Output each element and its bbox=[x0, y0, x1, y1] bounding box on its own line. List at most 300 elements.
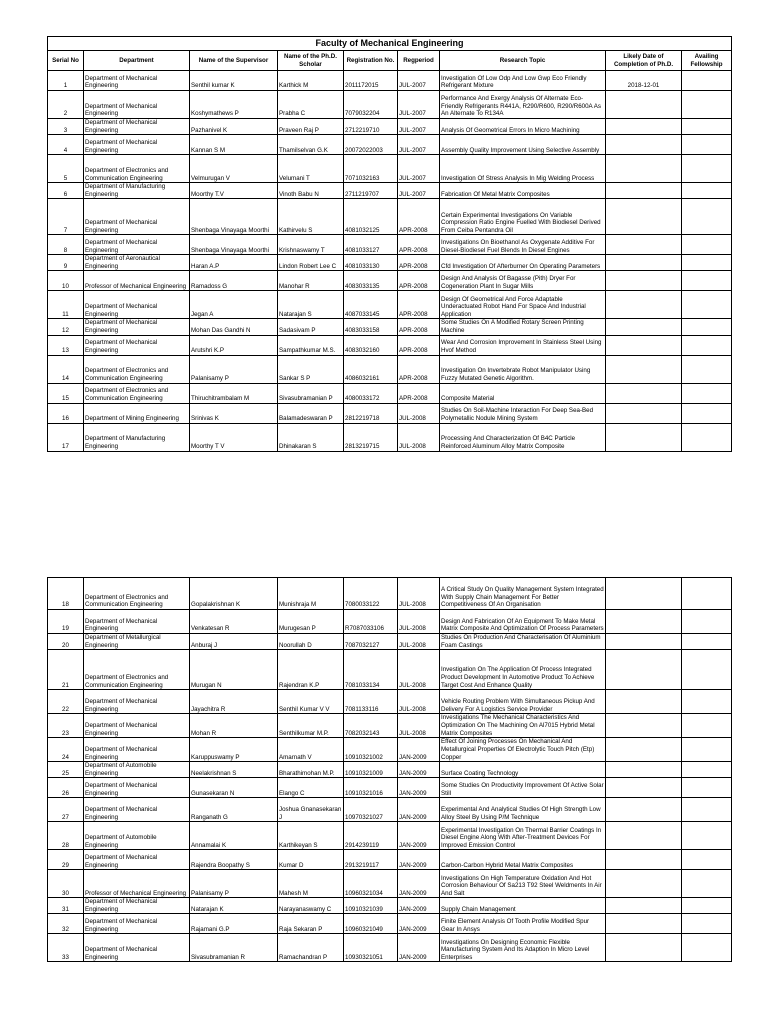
cell-serial: 10 bbox=[48, 271, 84, 291]
cell-serial: 2 bbox=[48, 91, 84, 119]
table-row bbox=[48, 355, 732, 383]
cell-supervisor: Natarajan K bbox=[190, 898, 278, 914]
cell-department: Professor of Mechanical Engineering bbox=[84, 271, 190, 291]
cell-serial: 1 bbox=[48, 71, 84, 91]
cell-fellowship bbox=[682, 690, 732, 714]
table-row bbox=[48, 271, 732, 291]
cell-regno: 10970321027 bbox=[344, 798, 398, 822]
cell-regno: 2711219707 bbox=[344, 183, 398, 199]
table-row bbox=[48, 822, 732, 850]
cell-fellowship bbox=[682, 135, 732, 155]
cell-regperiod: JUL-2007 bbox=[398, 183, 440, 199]
cell-regno: 10910321039 bbox=[344, 898, 398, 914]
cell-regno: 4087033145 bbox=[344, 291, 398, 319]
cell-regperiod: JUL-2007 bbox=[398, 135, 440, 155]
cell-regno: 10910321009 bbox=[344, 762, 398, 778]
cell-department: Department of Manufacturing Engineering bbox=[84, 183, 190, 199]
cell-regno: 7071032163 bbox=[344, 155, 398, 183]
cell-topic: Design And Analysis Of Bagasse (Pith) Dryer For Cogeneration Plant In Sugar Mills bbox=[440, 271, 606, 291]
cell-fellowship bbox=[682, 778, 732, 798]
cell-supervisor: Annamalai K bbox=[190, 822, 278, 850]
cell-supervisor: Sivasubramanian R bbox=[190, 934, 278, 962]
cell-completion bbox=[606, 403, 682, 423]
table-row bbox=[48, 135, 732, 155]
cell-regno: 7081033134 bbox=[344, 650, 398, 690]
cell-regperiod: APR-2008 bbox=[398, 355, 440, 383]
cell-serial: 27 bbox=[48, 798, 84, 822]
cell-fellowship bbox=[682, 235, 732, 255]
cell-serial: 14 bbox=[48, 355, 84, 383]
table-row bbox=[48, 403, 732, 423]
cell-regperiod: APR-2008 bbox=[398, 383, 440, 403]
cell-regno: 10910321016 bbox=[344, 778, 398, 798]
cell-fellowship bbox=[682, 934, 732, 962]
cell-completion bbox=[606, 610, 682, 634]
cell-regno: 7082032143 bbox=[344, 714, 398, 738]
cell-scholar: Munishraja M bbox=[278, 578, 344, 610]
cell-department: Department of Metallurgical Engineering bbox=[84, 634, 190, 650]
cell-department: Department of Automobile Engineering bbox=[84, 822, 190, 850]
cell-fellowship bbox=[682, 383, 732, 403]
cell-regperiod: APR-2008 bbox=[398, 235, 440, 255]
cell-scholar: Elango C bbox=[278, 778, 344, 798]
cell-topic: Investigation Of Stress Analysis In Mig Welding Process bbox=[440, 155, 606, 183]
table-row bbox=[48, 91, 732, 119]
cell-topic: Investigations On Bioethanol As Oxygenate Additive For Diesel-Biodiesel Fuel Blends In Diesel Engines bbox=[440, 235, 606, 255]
cell-completion bbox=[606, 319, 682, 335]
cell-department: Department of Mining Engineering bbox=[84, 403, 190, 423]
cell-department: Department of Mechanical Engineering bbox=[84, 934, 190, 962]
cell-completion bbox=[606, 634, 682, 650]
table-row bbox=[48, 850, 732, 870]
cell-supervisor: Rajendra Boopathy S bbox=[190, 850, 278, 870]
cell-topic: A Critical Study On Quality Management System Integrated With Supply Chain Management For Better Competitiveness Of An Organisation bbox=[440, 578, 606, 610]
cell-regperiod: JUL-2007 bbox=[398, 71, 440, 91]
cell-department: Department of Electronics and Communication Engineering bbox=[84, 578, 190, 610]
cell-supervisor: Senthil kumar K bbox=[190, 71, 278, 91]
cell-serial: 15 bbox=[48, 383, 84, 403]
cell-supervisor: Gopalakrishnan K bbox=[190, 578, 278, 610]
cell-regno: 2913219117 bbox=[344, 850, 398, 870]
cell-completion bbox=[606, 135, 682, 155]
table-row bbox=[48, 319, 732, 335]
header-regperiod: Regperiod bbox=[398, 51, 440, 71]
cell-topic: Investigation On Invertebrate Robot Manipulator Using Fuzzy Mutated Genetic Algorithm. bbox=[440, 355, 606, 383]
cell-scholar: Amarnath V bbox=[278, 738, 344, 762]
cell-regperiod: JAN-2009 bbox=[398, 914, 440, 934]
cell-serial: 30 bbox=[48, 870, 84, 898]
cell-department: Department of Automobile Engineering bbox=[84, 762, 190, 778]
cell-department: Department of Mechanical Engineering bbox=[84, 135, 190, 155]
cell-completion bbox=[606, 255, 682, 271]
cell-regperiod: JAN-2009 bbox=[398, 934, 440, 962]
cell-scholar: Kumar D bbox=[278, 850, 344, 870]
cell-serial: 28 bbox=[48, 822, 84, 850]
cell-completion bbox=[606, 183, 682, 199]
cell-regno: 4083033158 bbox=[344, 319, 398, 335]
cell-scholar: Joshua Gnanasekaran J bbox=[278, 798, 344, 822]
cell-topic: Investigations The Mechanical Characteristics And Optimization On The Machining On Al7015 Hybrid Metal Matrix Composites bbox=[440, 714, 606, 738]
table-row bbox=[48, 778, 732, 798]
cell-completion bbox=[606, 798, 682, 822]
cell-regno: 10930321051 bbox=[344, 934, 398, 962]
table-body-1 bbox=[48, 71, 732, 452]
cell-department: Department of Electronics and Communication Engineering bbox=[84, 355, 190, 383]
cell-scholar: Natarajan S bbox=[278, 291, 344, 319]
cell-serial: 3 bbox=[48, 119, 84, 135]
cell-regperiod: JUL-2008 bbox=[398, 610, 440, 634]
cell-regperiod: JAN-2009 bbox=[398, 798, 440, 822]
table-row bbox=[48, 255, 732, 271]
header-serial: Serial No bbox=[48, 51, 84, 71]
table-row bbox=[48, 798, 732, 822]
cell-regno: 4081033130 bbox=[344, 255, 398, 271]
cell-supervisor: Srinivas K bbox=[190, 403, 278, 423]
cell-supervisor: Kannan S M bbox=[190, 135, 278, 155]
table-row bbox=[48, 199, 732, 235]
table-row bbox=[48, 610, 732, 634]
cell-topic: Investigations On High Temperature Oxidation And Hot Corrosion Behaviour Of Sa213 T92 Steel Weldments In Air And Salt bbox=[440, 870, 606, 898]
cell-fellowship bbox=[682, 850, 732, 870]
table-row bbox=[48, 738, 732, 762]
table-row bbox=[48, 235, 732, 255]
cell-fellowship bbox=[682, 271, 732, 291]
cell-department: Department of Mechanical Engineering bbox=[84, 610, 190, 634]
cell-topic: Performance And Exergy Analysis Of Alternate Eco-Friendly Refrigerants R441A, R290/R600, R290/R600A As An Alternate To R134A bbox=[440, 91, 606, 119]
cell-scholar: Sivasubramanian P bbox=[278, 383, 344, 403]
cell-supervisor: Shenbaga Vinayaga Moorthi bbox=[190, 235, 278, 255]
cell-topic: Investigations On Designing Economic Flexible Manufacturing System And Its Adaption In Micro Level Enterprises bbox=[440, 934, 606, 962]
cell-fellowship bbox=[682, 423, 732, 451]
cell-completion bbox=[606, 271, 682, 291]
cell-completion bbox=[606, 650, 682, 690]
cell-regperiod: APR-2008 bbox=[398, 319, 440, 335]
cell-fellowship bbox=[682, 183, 732, 199]
cell-regperiod: APR-2008 bbox=[398, 335, 440, 355]
cell-department: Department of Mechanical Engineering bbox=[84, 738, 190, 762]
cell-regno: 7081133116 bbox=[344, 690, 398, 714]
cell-department: Department of Mechanical Engineering bbox=[84, 850, 190, 870]
header-regno: Registration No. bbox=[344, 51, 398, 71]
cell-supervisor: Venkatesan R bbox=[190, 610, 278, 634]
cell-completion bbox=[606, 690, 682, 714]
cell-supervisor: Velmurugan V bbox=[190, 155, 278, 183]
cell-fellowship bbox=[682, 798, 732, 822]
table-row bbox=[48, 155, 732, 183]
table-row bbox=[48, 578, 732, 610]
cell-topic: Design Of Geometrical And Force Adaptable Underactuated Robot Hand For Space And Industrial Application bbox=[440, 291, 606, 319]
cell-supervisor: Moorthy T.V bbox=[190, 183, 278, 199]
table-row bbox=[48, 690, 732, 714]
table-row bbox=[48, 714, 732, 738]
cell-regperiod: JUL-2007 bbox=[398, 119, 440, 135]
cell-serial: 12 bbox=[48, 319, 84, 335]
cell-department: Department of Mechanical Engineering bbox=[84, 199, 190, 235]
cell-regno: 2813219715 bbox=[344, 423, 398, 451]
cell-scholar: Vinoth Babu N bbox=[278, 183, 344, 199]
cell-topic: Studies On Soil-Machine Interaction For Deep Sea-Bed Polymetallic Nodule Mining System bbox=[440, 403, 606, 423]
table-body-2 bbox=[48, 578, 732, 962]
scholars-table-part-2 bbox=[47, 577, 732, 962]
cell-department: Department of Aeronautical Engineering bbox=[84, 255, 190, 271]
cell-scholar: Thamilselvan G.K bbox=[278, 135, 344, 155]
table-title: Faculty of Mechanical Engineering bbox=[48, 37, 732, 51]
cell-completion bbox=[606, 738, 682, 762]
cell-regno: 4086032161 bbox=[344, 355, 398, 383]
table-row bbox=[48, 423, 732, 451]
cell-scholar: Raja Sekaran P bbox=[278, 914, 344, 934]
cell-fellowship bbox=[682, 870, 732, 898]
table-row bbox=[48, 898, 732, 914]
table-row bbox=[48, 634, 732, 650]
cell-completion bbox=[606, 291, 682, 319]
cell-completion bbox=[606, 119, 682, 135]
cell-serial: 31 bbox=[48, 898, 84, 914]
cell-fellowship bbox=[682, 898, 732, 914]
cell-regperiod: APR-2008 bbox=[398, 291, 440, 319]
cell-supervisor: Jayachitra R bbox=[190, 690, 278, 714]
cell-fellowship bbox=[682, 403, 732, 423]
cell-regperiod: APR-2008 bbox=[398, 199, 440, 235]
cell-serial: 7 bbox=[48, 199, 84, 235]
cell-completion bbox=[606, 355, 682, 383]
cell-serial: 29 bbox=[48, 850, 84, 870]
cell-supervisor: Thiruchitrambalam M bbox=[190, 383, 278, 403]
cell-topic: Investigation On The Application Of Process Integrated Product Development In Automotive Product To Achieve Target Cost And Enhance Quality bbox=[440, 650, 606, 690]
cell-regno: R7087033106 bbox=[344, 610, 398, 634]
cell-serial: 24 bbox=[48, 738, 84, 762]
cell-supervisor: Palanisamy P bbox=[190, 355, 278, 383]
cell-serial: 17 bbox=[48, 423, 84, 451]
cell-serial: 11 bbox=[48, 291, 84, 319]
cell-regperiod: JUL-2007 bbox=[398, 91, 440, 119]
cell-scholar: Murugesan P bbox=[278, 610, 344, 634]
cell-department: Department of Mechanical Engineering bbox=[84, 898, 190, 914]
cell-topic: Investigation Of Low Odp And Low Gwp Eco Friendly Refrigerant Mixture bbox=[440, 71, 606, 91]
cell-scholar: Karthick M bbox=[278, 71, 344, 91]
cell-scholar: Dhinakaran S bbox=[278, 423, 344, 451]
cell-regno: 20072022003 bbox=[344, 135, 398, 155]
cell-regperiod: JUL-2008 bbox=[398, 634, 440, 650]
cell-regno: 4083033135 bbox=[344, 271, 398, 291]
cell-scholar: Senthil Kumar V V bbox=[278, 690, 344, 714]
cell-supervisor: Palanisamy P bbox=[190, 870, 278, 898]
header-supervisor: Name of the Supervisor bbox=[190, 51, 278, 71]
cell-supervisor: Jegan A bbox=[190, 291, 278, 319]
table-row bbox=[48, 914, 732, 934]
cell-completion bbox=[606, 778, 682, 798]
cell-topic: Analysis Of Geometrical Errors In Micro Machining bbox=[440, 119, 606, 135]
cell-completion bbox=[606, 714, 682, 738]
cell-topic: Surface Coating Technology bbox=[440, 762, 606, 778]
cell-serial: 26 bbox=[48, 778, 84, 798]
cell-topic: Experimental And Analytical Studies Of High Strength Low Alloy Steel By Using P/M Technique bbox=[440, 798, 606, 822]
cell-supervisor: Moorthy T V bbox=[190, 423, 278, 451]
cell-fellowship bbox=[682, 119, 732, 135]
cell-completion bbox=[606, 578, 682, 610]
cell-regno: 10960321034 bbox=[344, 870, 398, 898]
cell-fellowship bbox=[682, 355, 732, 383]
cell-regno: 4081033127 bbox=[344, 235, 398, 255]
cell-topic: Carbon-Carbon Hybrid Metal Matrix Composites bbox=[440, 850, 606, 870]
cell-fellowship bbox=[682, 71, 732, 91]
cell-fellowship bbox=[682, 634, 732, 650]
cell-completion bbox=[606, 850, 682, 870]
cell-serial: 13 bbox=[48, 335, 84, 355]
scholars-table-part-1 bbox=[47, 36, 732, 452]
cell-regperiod: JUL-2008 bbox=[398, 423, 440, 451]
cell-department: Department of Mechanical Engineering bbox=[84, 235, 190, 255]
cell-topic: Vehicle Routing Problem With Simultaneous Pickup And Delivery For A Logistics Service Provider bbox=[440, 690, 606, 714]
cell-regperiod: JUL-2008 bbox=[398, 714, 440, 738]
cell-regno: 4080033172 bbox=[344, 383, 398, 403]
cell-regno: 2712219710 bbox=[344, 119, 398, 135]
cell-regno: 2812219718 bbox=[344, 403, 398, 423]
cell-regperiod: JAN-2009 bbox=[398, 850, 440, 870]
cell-supervisor: Karuppuswamy P bbox=[190, 738, 278, 762]
cell-topic: Wear And Corrosion Improvement In Stainless Steel Using Hvof Method bbox=[440, 335, 606, 355]
table-row bbox=[48, 870, 732, 898]
cell-department: Department of Mechanical Engineering bbox=[84, 335, 190, 355]
cell-department: Department of Mechanical Engineering bbox=[84, 714, 190, 738]
cell-completion bbox=[606, 423, 682, 451]
cell-completion bbox=[606, 870, 682, 898]
cell-regperiod: JUL-2008 bbox=[398, 650, 440, 690]
cell-serial: 33 bbox=[48, 934, 84, 962]
table-row bbox=[48, 183, 732, 199]
cell-topic: Design And Fabrication Of An Equipment To Make Metal Matrix Composite And Optimization Of Process Parameters bbox=[440, 610, 606, 634]
cell-serial: 21 bbox=[48, 650, 84, 690]
table-row bbox=[48, 291, 732, 319]
cell-scholar: Rajendran K.P bbox=[278, 650, 344, 690]
cell-regno: 4081032125 bbox=[344, 199, 398, 235]
cell-serial: 19 bbox=[48, 610, 84, 634]
cell-fellowship bbox=[682, 610, 732, 634]
cell-department: Department of Mechanical Engineering bbox=[84, 798, 190, 822]
cell-serial: 9 bbox=[48, 255, 84, 271]
cell-completion bbox=[606, 335, 682, 355]
cell-regperiod: JUL-2008 bbox=[398, 578, 440, 610]
cell-department: Department of Mechanical Engineering bbox=[84, 291, 190, 319]
cell-supervisor: Mohan Das Gandhi N bbox=[190, 319, 278, 335]
header-completion: Likely Date of Completion of Ph.D. bbox=[606, 51, 682, 71]
cell-topic: Fabrication Of Metal Matrix Composites bbox=[440, 183, 606, 199]
cell-scholar: Kathirvelu S bbox=[278, 199, 344, 235]
cell-serial: 23 bbox=[48, 714, 84, 738]
cell-regno: 7080033122 bbox=[344, 578, 398, 610]
cell-fellowship bbox=[682, 335, 732, 355]
cell-scholar: Manohar R bbox=[278, 271, 344, 291]
cell-completion: 2018-12-01 bbox=[606, 71, 682, 91]
cell-fellowship bbox=[682, 914, 732, 934]
cell-supervisor: Rajamani G.P bbox=[190, 914, 278, 934]
cell-fellowship bbox=[682, 291, 732, 319]
cell-serial: 25 bbox=[48, 762, 84, 778]
table-row bbox=[48, 650, 732, 690]
cell-completion bbox=[606, 914, 682, 934]
cell-department: Department of Mechanical Engineering bbox=[84, 319, 190, 335]
cell-completion bbox=[606, 91, 682, 119]
cell-department: Department of Electronics and Communication Engineering bbox=[84, 155, 190, 183]
table-row bbox=[48, 119, 732, 135]
cell-topic: Processing And Characterization Of B4C Particle Reinforced Aluminum Alloy Matrix Composite bbox=[440, 423, 606, 451]
cell-fellowship bbox=[682, 714, 732, 738]
cell-serial: 20 bbox=[48, 634, 84, 650]
cell-regperiod: JUL-2007 bbox=[398, 155, 440, 183]
cell-completion bbox=[606, 822, 682, 850]
cell-completion bbox=[606, 383, 682, 403]
cell-supervisor: Murugan N bbox=[190, 650, 278, 690]
header-scholar: Name of the Ph.D. Scholar bbox=[278, 51, 344, 71]
cell-serial: 32 bbox=[48, 914, 84, 934]
cell-fellowship bbox=[682, 199, 732, 235]
cell-serial: 22 bbox=[48, 690, 84, 714]
cell-regperiod: JUL-2008 bbox=[398, 690, 440, 714]
cell-topic: Composite Material bbox=[440, 383, 606, 403]
cell-regno: 10910321002 bbox=[344, 738, 398, 762]
header-department: Department bbox=[84, 51, 190, 71]
cell-supervisor: Pazhanivel K bbox=[190, 119, 278, 135]
cell-completion bbox=[606, 898, 682, 914]
cell-scholar: Sampathkumar M.S. bbox=[278, 335, 344, 355]
cell-regperiod: APR-2008 bbox=[398, 271, 440, 291]
cell-regperiod: APR-2008 bbox=[398, 255, 440, 271]
cell-scholar: Balamadeswaran P bbox=[278, 403, 344, 423]
cell-supervisor: Mohan R bbox=[190, 714, 278, 738]
table-row bbox=[48, 383, 732, 403]
cell-department: Department of Mechanical Engineering bbox=[84, 778, 190, 798]
cell-scholar: Sankar S P bbox=[278, 355, 344, 383]
cell-scholar: Ramachandran P bbox=[278, 934, 344, 962]
cell-fellowship bbox=[682, 738, 732, 762]
cell-serial: 16 bbox=[48, 403, 84, 423]
cell-department: Department of Manufacturing Engineering bbox=[84, 423, 190, 451]
cell-topic: Cfd Investigation Of Afterburner On Operating Parameters bbox=[440, 255, 606, 271]
cell-serial: 5 bbox=[48, 155, 84, 183]
cell-completion bbox=[606, 155, 682, 183]
cell-completion bbox=[606, 235, 682, 255]
cell-supervisor: Ranganath G bbox=[190, 798, 278, 822]
cell-supervisor: Neelakrishnan S bbox=[190, 762, 278, 778]
cell-department: Professor of Mechanical Engineering bbox=[84, 870, 190, 898]
cell-topic: Experimental Investigation On Thermal Barrier Coatings In Diesel Engine Along With After-Treatment Devices For Improved Emission Control bbox=[440, 822, 606, 850]
header-fellowship: Availing Fellowship bbox=[682, 51, 732, 71]
cell-scholar: Noorullah D bbox=[278, 634, 344, 650]
cell-supervisor: Gunasekaran N bbox=[190, 778, 278, 798]
cell-serial: 6 bbox=[48, 183, 84, 199]
cell-serial: 18 bbox=[48, 578, 84, 610]
cell-scholar: Mahesh M bbox=[278, 870, 344, 898]
cell-topic: Some Studies On Productivity Improvement Of Active Solar Still bbox=[440, 778, 606, 798]
cell-regperiod: JAN-2009 bbox=[398, 738, 440, 762]
cell-serial: 4 bbox=[48, 135, 84, 155]
cell-supervisor: Arutshri K.P bbox=[190, 335, 278, 355]
cell-regperiod: JAN-2009 bbox=[398, 898, 440, 914]
cell-supervisor: Ramadoss G bbox=[190, 271, 278, 291]
cell-scholar: Karthikeyan S bbox=[278, 822, 344, 850]
cell-regperiod: JAN-2009 bbox=[398, 778, 440, 798]
cell-regno: 2914239119 bbox=[344, 822, 398, 850]
cell-fellowship bbox=[682, 578, 732, 610]
cell-department: Department of Electronics and Communication Engineering bbox=[84, 650, 190, 690]
cell-scholar: Bharathimohan M.P. bbox=[278, 762, 344, 778]
cell-scholar: Prabha C bbox=[278, 91, 344, 119]
table-row bbox=[48, 335, 732, 355]
cell-fellowship bbox=[682, 650, 732, 690]
cell-supervisor: Anburaj J bbox=[190, 634, 278, 650]
cell-topic: Supply Chain Management bbox=[440, 898, 606, 914]
cell-scholar: Velumani T bbox=[278, 155, 344, 183]
